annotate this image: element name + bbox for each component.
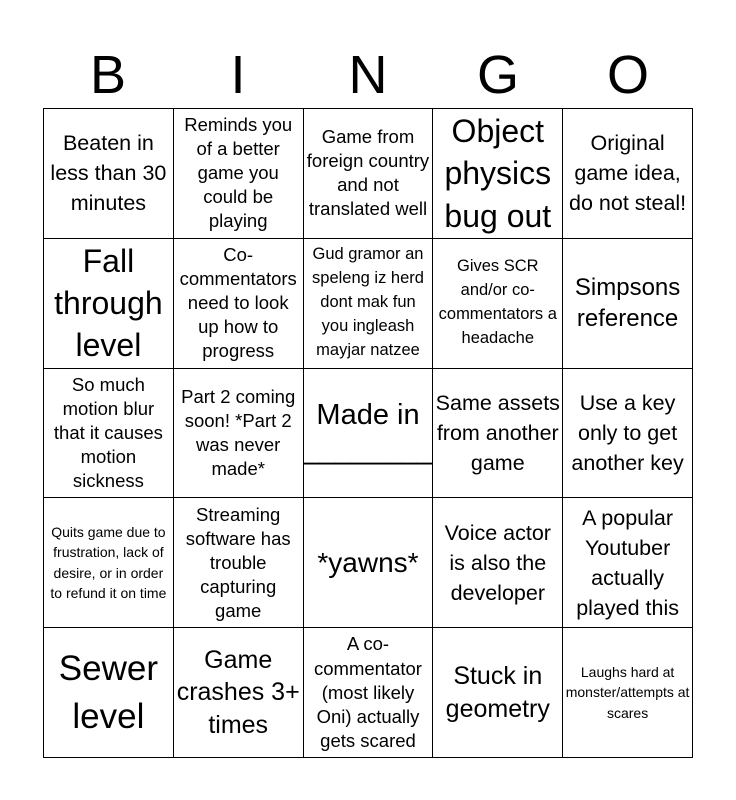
bingo-cell[interactable] bbox=[174, 239, 304, 369]
header-letter-o: O bbox=[606, 45, 649, 105]
bingo-cell[interactable] bbox=[304, 239, 434, 369]
cell-text: Co-commentators need to look up how to progress bbox=[179, 244, 297, 362]
cell-text: Beaten in less than 30 minutes bbox=[50, 131, 167, 216]
cell-text: Gud gramor an speleng iz herd dont mak fun you ingleash mayjar natzee bbox=[312, 245, 424, 360]
bingo-header bbox=[43, 44, 693, 106]
bingo-cell[interactable] bbox=[304, 628, 434, 758]
bingo-grid bbox=[43, 108, 693, 758]
cell-text: Streaming software has trouble capturing game bbox=[185, 503, 291, 621]
cell-text: Original game idea, do not steal! bbox=[569, 131, 687, 216]
bingo-cell[interactable] bbox=[44, 369, 174, 499]
cell-text: Game from foreign country and not translated well bbox=[306, 126, 430, 220]
bingo-cell[interactable] bbox=[44, 239, 174, 369]
bingo-cell[interactable] bbox=[44, 109, 174, 239]
cell-text: Stuck in geometry bbox=[445, 662, 550, 723]
cell-text: Reminds you of a better game you could be playing bbox=[184, 114, 293, 232]
cell-text: Laughs hard at monster/attempts at scares bbox=[565, 664, 690, 721]
bingo-cell[interactable] bbox=[563, 628, 693, 758]
bingo-cell[interactable] bbox=[563, 498, 693, 628]
cell-text: So much motion blur that it causes motion sickness bbox=[53, 373, 163, 492]
cell-text: Sewer level bbox=[58, 649, 158, 736]
bingo-cell[interactable] bbox=[44, 628, 174, 758]
cell-text: Quits game due to frustration, lack of desire, or in order to refund it on time bbox=[50, 524, 167, 602]
bingo-cell[interactable] bbox=[174, 628, 304, 758]
cell-text: Same assets from another game bbox=[435, 390, 560, 476]
bingo-cell[interactable] bbox=[304, 369, 434, 499]
bingo-cell[interactable] bbox=[304, 109, 434, 239]
cell-text: Made in ________ bbox=[303, 399, 433, 466]
bingo-cell[interactable] bbox=[563, 239, 693, 369]
cell-text: Voice actor is also the developer bbox=[444, 520, 551, 605]
cell-text: *yawns* bbox=[317, 546, 419, 578]
bingo-cell[interactable] bbox=[174, 109, 304, 239]
cell-text: Game crashes 3+ times bbox=[176, 645, 300, 739]
bingo-cell[interactable] bbox=[433, 498, 563, 628]
cell-text: Object physics bug out bbox=[444, 113, 552, 234]
header-letter-n: N bbox=[348, 45, 388, 105]
cell-text: Fall through level bbox=[54, 242, 163, 364]
bingo-cell[interactable] bbox=[563, 109, 693, 239]
bingo-cell[interactable] bbox=[433, 369, 563, 499]
bingo-cell[interactable] bbox=[304, 498, 434, 628]
cell-text: A co-commentator (most likely Oni) actually gets scared bbox=[314, 633, 422, 751]
header-letter-g: G bbox=[476, 45, 519, 105]
bingo-cell[interactable] bbox=[433, 628, 563, 758]
cell-text: Use a key only to get another key bbox=[571, 390, 684, 476]
cell-text: Gives SCR and/or co-commentators a headache bbox=[438, 257, 557, 348]
bingo-cell[interactable] bbox=[174, 498, 304, 628]
bingo-cell[interactable] bbox=[433, 239, 563, 369]
bingo-cell[interactable] bbox=[563, 369, 693, 499]
cell-text: Part 2 coming soon! *Part 2 was never made* bbox=[181, 385, 296, 480]
bingo-cell[interactable] bbox=[44, 498, 174, 628]
header-letter-b: B bbox=[89, 45, 127, 105]
cell-text: A popular Youtuber actually played this bbox=[576, 505, 679, 620]
cell-text: Simpsons reference bbox=[574, 274, 681, 333]
bingo-cell[interactable] bbox=[174, 369, 304, 499]
header-letter-i: I bbox=[230, 45, 246, 105]
bingo-cell[interactable] bbox=[433, 109, 563, 239]
